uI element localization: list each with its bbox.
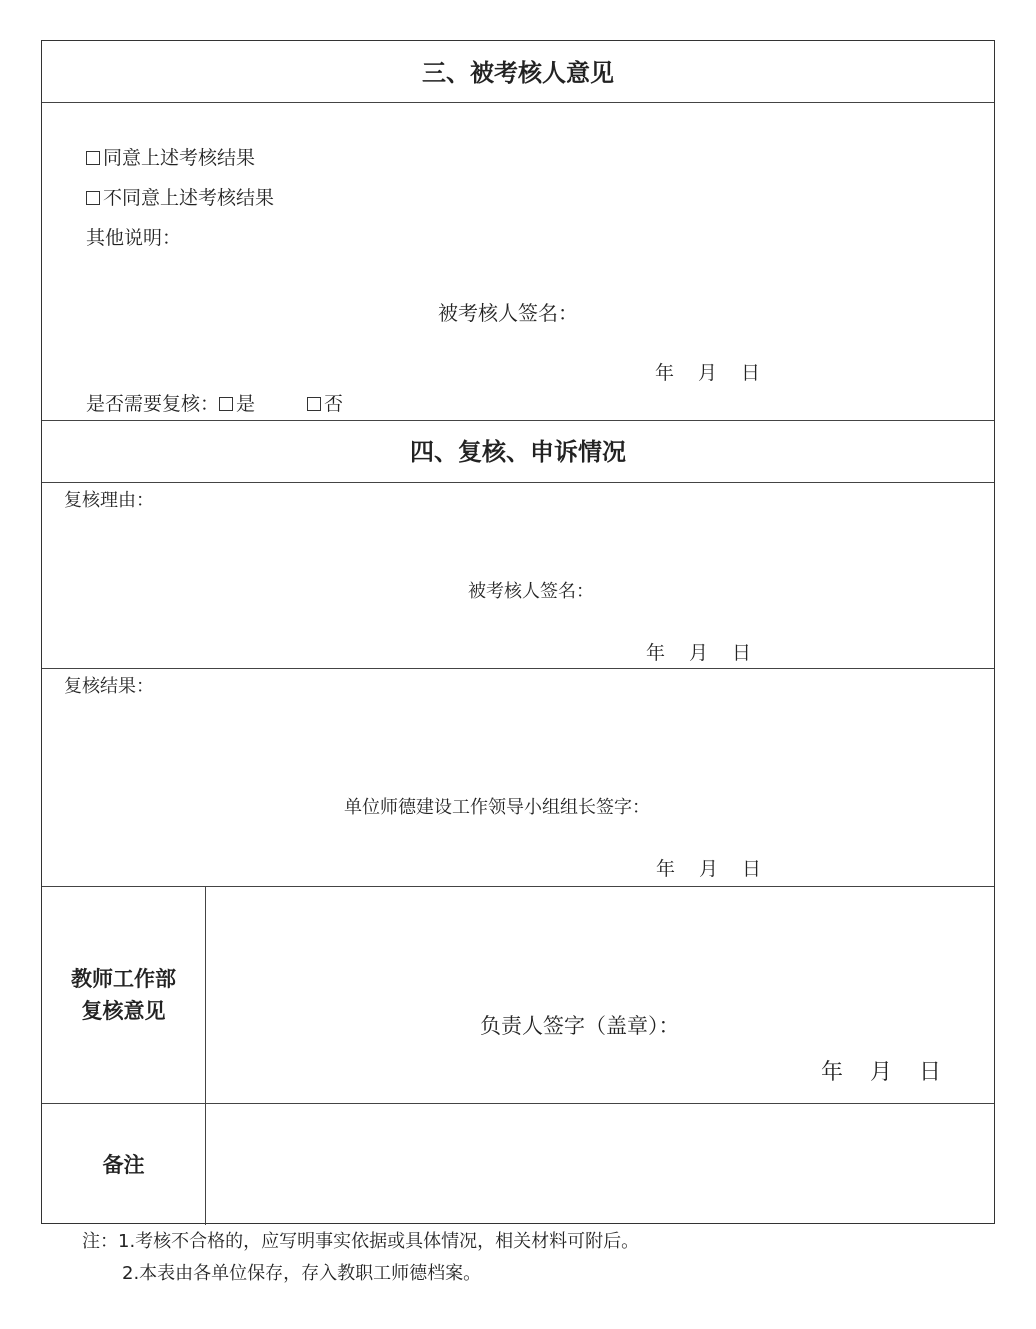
column-divider [205, 886, 206, 1225]
divider [42, 668, 994, 669]
date-year: 年 [655, 362, 675, 384]
reason-signature-date [646, 644, 751, 663]
appraisal-form [41, 40, 995, 1224]
date-day: 日 [742, 858, 762, 880]
date-year: 年 [821, 1060, 844, 1085]
divider [42, 420, 994, 421]
recheck-result-label: 复核结果： [64, 676, 154, 697]
disagree-checkbox[interactable] [86, 191, 100, 205]
recheck-reason-label: 复核理由： [64, 490, 154, 511]
appraisee-signature-date [655, 364, 760, 383]
disagree-option[interactable] [86, 189, 274, 208]
date-day: 日 [919, 1060, 942, 1085]
footnote-1: 注：1.考核不合格的，应写明事实依据或具体情况，相关材料可附后。 [82, 1231, 640, 1252]
divider [42, 1103, 994, 1104]
recheck-no-checkbox[interactable] [307, 397, 321, 411]
recheck-question [86, 395, 343, 414]
divider [42, 482, 994, 483]
date-month: 月 [689, 642, 709, 664]
appraisee-signature-label: 被考核人签名： [438, 301, 578, 325]
agree-option-label: 同意上述考核结果 [103, 147, 256, 169]
reason-signature-label: 被考核人签名： [468, 581, 594, 602]
responsible-signature-date [821, 1062, 941, 1084]
leader-signature-label: 单位师德建设工作领导小组组长签字： [344, 797, 650, 818]
section4-title: 四、复核、申诉情况 [410, 438, 626, 466]
remarks-label: 备注 [102, 1153, 145, 1177]
recheck-no-label: 否 [324, 393, 344, 415]
disagree-option-label: 不同意上述考核结果 [103, 187, 275, 209]
teacher-dept-label-line1: 教师工作部 [71, 967, 176, 991]
leader-signature-date [656, 860, 761, 879]
date-month: 月 [870, 1060, 893, 1085]
recheck-yes-label: 是 [236, 393, 256, 415]
date-year: 年 [646, 642, 666, 664]
teacher-dept-label-line2: 复核意见 [81, 999, 166, 1023]
date-month: 月 [698, 362, 718, 384]
agree-option[interactable] [86, 149, 255, 168]
recheck-label: 是否需要复核： [86, 393, 220, 415]
divider [42, 886, 994, 887]
date-month: 月 [699, 858, 719, 880]
section3-title: 三、被考核人意见 [422, 59, 614, 87]
recheck-no-option[interactable] [307, 393, 343, 415]
date-day: 日 [741, 362, 761, 384]
other-notes-label: 其他说明： [86, 227, 182, 249]
recheck-yes-checkbox[interactable] [219, 397, 233, 411]
teacher-dept-label [42, 963, 205, 1027]
recheck-yes-option[interactable] [219, 393, 255, 415]
responsible-signature-label: 负责人签字（盖章）： [480, 1014, 680, 1038]
date-day: 日 [732, 642, 752, 664]
footnote-2: 2.本表由各单位保存，存入教职工师德档案。 [122, 1263, 482, 1284]
divider [42, 102, 994, 103]
date-year: 年 [656, 858, 676, 880]
agree-checkbox[interactable] [86, 151, 100, 165]
